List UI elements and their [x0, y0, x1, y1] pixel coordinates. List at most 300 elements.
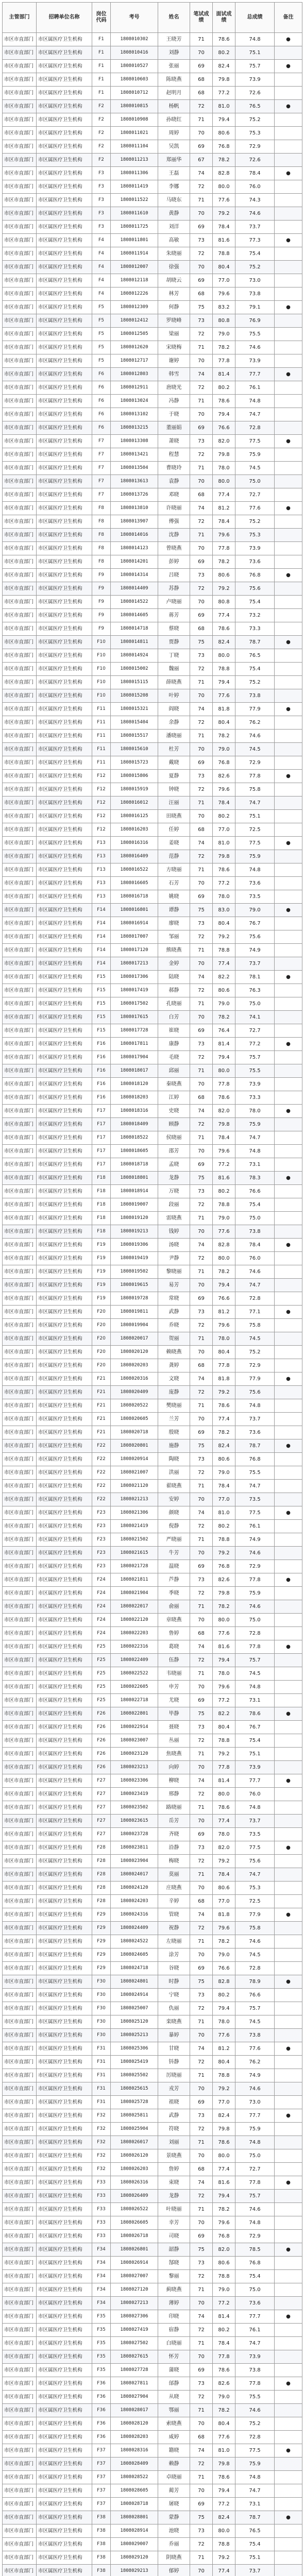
cell-interview: 82.8 [213, 1239, 235, 1252]
cell-interview: 77.4 [213, 957, 235, 971]
cell-pos: F32 [92, 2123, 111, 2136]
cell-exam-no: 1808015404 [111, 716, 158, 730]
cell-pos: F2 [92, 140, 111, 154]
cell-written: 70 [190, 743, 213, 756]
cell-written: 71 [190, 1212, 213, 1225]
cell-name: 朱晓丽 [158, 247, 190, 261]
cell-name: 廖晓 [158, 917, 190, 930]
table-row [3, 2029, 302, 2042]
cell-mark [275, 756, 302, 770]
cell-interview: 79.0 [213, 1466, 235, 1480]
table-row [3, 2283, 302, 2297]
cell-total: 76.0 [235, 1788, 275, 1801]
cell-exam-no: 1808025904 [111, 2123, 158, 2136]
cell-pos: F29 [92, 1908, 111, 1922]
cell-mark: ● [275, 971, 302, 984]
cell-name: 管晓 [158, 1908, 190, 1922]
table-row [3, 1372, 302, 1386]
cell-name: 常晓 [158, 1292, 190, 1306]
cell-pos: F36 [92, 2404, 111, 2417]
cell-pos: F13 [92, 850, 111, 863]
cell-exam-no: 1808020801 [111, 1439, 158, 1453]
cell-written: 73 [190, 1038, 213, 1051]
cell-interview: 82.6 [213, 770, 235, 783]
cell-exam-no: 1808024316 [111, 1908, 158, 1922]
cell-total: 75.4 [235, 1734, 275, 1748]
cell-name: 宁晓 [158, 1989, 190, 2002]
cell-dept: 市区市直部门 [3, 2149, 37, 2163]
cell-total: 73.7 [235, 2565, 275, 2576]
cell-unit: 市区属医疗卫生机构 [37, 1091, 92, 1105]
cell-dept: 市区市直部门 [3, 1372, 37, 1386]
cell-interview: 77.4 [213, 2565, 235, 2576]
cell-name: 厉晓丽 [158, 2069, 190, 2082]
cell-total: 74.6 [235, 1547, 275, 1560]
table-row [3, 2136, 302, 2149]
cell-interview: 82.2 [213, 971, 235, 984]
cell-total: 72.7 [235, 488, 275, 502]
score-sheet [2, 2, 302, 2576]
cell-dept: 市区市直部门 [3, 2377, 37, 2391]
cell-mark [275, 2082, 302, 2096]
cell-mark [275, 1466, 302, 1480]
cell-written: 71 [190, 1868, 213, 1882]
cell-mark [275, 1600, 302, 1614]
cell-name: 郜晓 [158, 2257, 190, 2270]
cell-interview: 81.0 [213, 100, 235, 113]
cell-dept: 市区市直部门 [3, 1091, 37, 1105]
cell-total: 76.7 [235, 1721, 275, 1734]
cell-name: 邵芳 [158, 1145, 190, 1158]
cell-name: 文晓 [158, 1372, 190, 1386]
cell-unit: 市区属医疗卫生机构 [37, 2257, 92, 2270]
cell-name: 徐强 [158, 261, 190, 274]
cell-written: 73 [190, 917, 213, 930]
table-row [3, 1399, 302, 1413]
cell-pos: F25 [92, 1694, 111, 1707]
cell-exam-no: 1808024914 [111, 1989, 158, 2002]
cell-pos: F4 [92, 287, 111, 301]
table-row [3, 1868, 302, 1882]
cell-mark [275, 1855, 302, 1868]
cell-dept: 市区市直部门 [3, 167, 37, 180]
cell-exam-no: 1808012620 [111, 341, 158, 354]
cell-mark [275, 529, 302, 542]
cell-exam-no: 1808025615 [111, 2082, 158, 2096]
cell-pos: F30 [92, 2002, 111, 2015]
cell-dept: 市区市直部门 [3, 475, 37, 488]
cell-dept: 市区市直部门 [3, 2203, 37, 2216]
cell-exam-no: 1808014314 [111, 569, 158, 582]
cell-written: 74 [190, 1239, 213, 1252]
cell-dept: 市区市直部门 [3, 2444, 37, 2458]
cell-exam-no: 1808019007 [111, 1198, 158, 1212]
cell-dept: 市区市直部门 [3, 2324, 37, 2337]
cell-pos: F26 [92, 1734, 111, 1748]
cell-name: 姜晓 [158, 837, 190, 850]
cell-mark: ● [275, 1841, 302, 1855]
cell-unit: 市区属医疗卫生机构 [37, 261, 92, 274]
table-row [3, 1975, 302, 1989]
cell-interview: 80.4 [213, 917, 235, 930]
cell-dept: 市区市直部门 [3, 221, 37, 234]
cell-mark [275, 1051, 302, 1064]
cell-exam-no: 1808028316 [111, 2444, 158, 2458]
cell-exam-no: 1808028017 [111, 2404, 158, 2417]
cell-unit: 市区属医疗卫生机构 [37, 1815, 92, 1828]
cell-name: 田晓燕 [158, 810, 190, 823]
col-written: 笔试成绩 [190, 3, 213, 33]
cell-written: 68 [190, 488, 213, 502]
cell-total: 73.8 [235, 689, 275, 703]
cell-name: 吕晓 [158, 569, 190, 582]
cell-exam-no: 1808024801 [111, 1975, 158, 1989]
cell-mark [275, 689, 302, 703]
cell-interview: 77.8 [213, 1078, 235, 1091]
cell-mark [275, 2364, 302, 2377]
cell-interview: 79.4 [213, 2190, 235, 2203]
cell-exam-no: 1808021811 [111, 1573, 158, 1587]
table-row [3, 1614, 302, 1627]
cell-name: 柳晓 [158, 1774, 190, 1788]
cell-exam-no: 1808026605 [111, 2216, 158, 2230]
cell-total: 72.8 [235, 1627, 275, 1640]
cell-written: 71 [190, 341, 213, 354]
cell-mark [275, 850, 302, 863]
table-row [3, 1480, 302, 1493]
cell-total: 72.9 [235, 1560, 275, 1573]
cell-unit: 市区属医疗卫生机构 [37, 957, 92, 971]
cell-total: 77.3 [235, 234, 275, 247]
cell-total: 73.9 [235, 2350, 275, 2364]
table-row [3, 2015, 302, 2029]
cell-dept: 市区市直部门 [3, 314, 37, 328]
cell-written: 72 [190, 515, 213, 529]
cell-pos: F19 [92, 1279, 111, 1292]
cell-written: 73 [190, 649, 213, 663]
table-row [3, 46, 302, 60]
table-row [3, 1306, 302, 1319]
cell-written: 70 [190, 2297, 213, 2310]
cell-name: 苏静 [158, 582, 190, 596]
cell-unit: 市区属医疗卫生机构 [37, 529, 92, 542]
cell-total: 76.1 [235, 1520, 275, 1533]
cell-written: 73 [190, 2109, 213, 2123]
cell-name: 鲁婷 [158, 1627, 190, 1640]
cell-total: 72.8 [235, 2431, 275, 2444]
cell-name: 卓晓丽 [158, 2471, 190, 2484]
cell-mark [275, 2524, 302, 2538]
cell-mark [275, 730, 302, 743]
cell-total: 72.5 [235, 823, 275, 837]
table-row [3, 1466, 302, 1480]
cell-interview: 79.0 [213, 2391, 235, 2404]
cell-dept: 市区市直部门 [3, 1694, 37, 1707]
cell-total: 73.6 [235, 555, 275, 569]
cell-interview: 78.6 [213, 1399, 235, 1413]
cell-name: 陶晓 [158, 1453, 190, 1466]
cell-name: 伍静 [158, 1654, 190, 1667]
cell-total: 74.8 [235, 1681, 275, 1694]
cell-interview: 78.6 [213, 2364, 235, 2377]
cell-pos: F2 [92, 127, 111, 140]
cell-exam-no: 1808026801 [111, 2243, 158, 2257]
cell-unit: 市区属医疗卫生机构 [37, 823, 92, 837]
cell-dept: 市区市直部门 [3, 1064, 37, 1078]
cell-mark [275, 796, 302, 810]
cell-name: 秦晓燕 [158, 1078, 190, 1091]
cell-interview: 76.8 [213, 2230, 235, 2243]
cell-dept: 市区市直部门 [3, 2471, 37, 2484]
cell-unit: 市区属医疗卫生机构 [37, 1386, 92, 1399]
cell-mark [275, 2484, 302, 2498]
cell-name: 韩雪 [158, 368, 190, 381]
cell-interview: 79.6 [213, 529, 235, 542]
table-row [3, 2471, 302, 2484]
cell-name: 邓晓 [158, 488, 190, 502]
cell-written: 70 [190, 475, 213, 488]
cell-dept: 市区市直部门 [3, 1319, 37, 1332]
table-row [3, 863, 302, 877]
cell-written: 70 [190, 1225, 213, 1239]
cell-dept: 市区市直部门 [3, 2404, 37, 2417]
cell-name: 江婷 [158, 1091, 190, 1105]
cell-unit: 市区属医疗卫生机构 [37, 2310, 92, 2324]
cell-written: 71 [190, 1131, 213, 1145]
cell-dept: 市区市直部门 [3, 287, 37, 301]
cell-unit: 市区属医疗卫生机构 [37, 609, 92, 622]
cell-dept: 市区市直部门 [3, 408, 37, 421]
col-exam-no: 考号 [111, 3, 158, 33]
cell-pos: F16 [92, 1064, 111, 1078]
cell-total: 75.3 [235, 127, 275, 140]
cell-written: 71 [190, 1600, 213, 1614]
cell-dept: 市区市直部门 [3, 1399, 37, 1413]
table-row [3, 1198, 302, 1212]
cell-dept: 市区市直部门 [3, 1975, 37, 1989]
table-row [3, 1158, 302, 1172]
cell-exam-no: 1808011914 [111, 247, 158, 261]
cell-unit: 市区属医疗卫生机构 [37, 1748, 92, 1761]
cell-unit: 市区属医疗卫生机构 [37, 1131, 92, 1145]
cell-written: 68 [190, 622, 213, 636]
cell-exam-no: 1808025502 [111, 2069, 158, 2082]
cell-exam-no: 1808013613 [111, 475, 158, 488]
cell-unit: 市区属医疗卫生机构 [37, 890, 92, 904]
cell-pos: F11 [92, 703, 111, 716]
cell-pos: F1 [92, 60, 111, 73]
cell-unit: 市区属医疗卫生机构 [37, 2565, 92, 2576]
cell-exam-no: 1808021502 [111, 1533, 158, 1547]
cell-interview: 82.6 [213, 2377, 235, 2391]
cell-written: 71 [190, 2404, 213, 2417]
cell-mark [275, 2149, 302, 2163]
cell-pos: F28 [92, 1855, 111, 1868]
cell-interview: 79.4 [213, 2002, 235, 2015]
cell-total: 72.7 [235, 1024, 275, 1038]
cell-mark [275, 1279, 302, 1292]
cell-name: 林芳 [158, 287, 190, 301]
cell-total: 73.7 [235, 1815, 275, 1828]
table-row [3, 462, 302, 475]
cell-written: 68 [190, 73, 213, 87]
cell-exam-no: 1808015208 [111, 689, 158, 703]
cell-total: 75.8 [235, 783, 275, 796]
cell-interview: 78.6 [213, 33, 235, 46]
cell-interview: 80.2 [213, 810, 235, 823]
table-row [3, 2056, 302, 2069]
cell-interview: 78.8 [213, 2069, 235, 2082]
cell-interview: 78.6 [213, 2136, 235, 2149]
cell-name: 聂晓 [158, 1721, 190, 1734]
cell-unit: 市区属医疗卫生机构 [37, 515, 92, 529]
cell-dept: 市区市直部门 [3, 1855, 37, 1868]
cell-unit: 市区属医疗卫生机构 [37, 1172, 92, 1185]
cell-interview: 79.2 [213, 930, 235, 944]
cell-exam-no: 1808010416 [111, 46, 158, 60]
table-row [3, 1265, 302, 1279]
cell-total: 74.7 [235, 2484, 275, 2498]
cell-unit: 市区属医疗卫生机构 [37, 2123, 92, 2136]
cell-written: 72 [190, 2190, 213, 2203]
cell-mark: ● [275, 368, 302, 381]
cell-mark [275, 2565, 302, 2576]
cell-pos: F5 [92, 301, 111, 314]
cell-interview: 78.6 [213, 395, 235, 408]
cell-total: 75.1 [235, 810, 275, 823]
cell-unit: 市区属医疗卫生机构 [37, 1158, 92, 1172]
cell-name: 余静 [158, 716, 190, 730]
cell-total: 75.7 [235, 2190, 275, 2203]
table-row [3, 502, 302, 515]
cell-name: 袁静 [158, 475, 190, 488]
cell-total: 74.7 [235, 1131, 275, 1145]
cell-pos: F33 [92, 2230, 111, 2243]
table-row [3, 1707, 302, 1721]
cell-written: 70 [190, 1279, 213, 1292]
cell-unit: 市区属医疗卫生机构 [37, 2498, 92, 2511]
cell-mark [275, 2257, 302, 2270]
cell-total: 73.0 [235, 274, 275, 287]
cell-total: 76.5 [235, 100, 275, 113]
cell-dept: 市区市直部门 [3, 1038, 37, 1051]
table-row [3, 2565, 302, 2576]
cell-dept: 市区市直部门 [3, 837, 37, 850]
cell-name: 邱丽 [158, 1064, 190, 1078]
cell-mark: ● [275, 1306, 302, 1319]
cell-exam-no: 1808019120 [111, 1212, 158, 1225]
cell-mark [275, 1399, 302, 1413]
cell-written: 72 [190, 783, 213, 796]
cell-dept: 市区市直部门 [3, 1748, 37, 1761]
cell-total: 78.1 [235, 971, 275, 984]
cell-mark [275, 2283, 302, 2297]
cell-mark [275, 1426, 302, 1439]
cell-pos: F30 [92, 2029, 111, 2042]
cell-name: 董丽娟 [158, 421, 190, 435]
cell-mark [275, 2015, 302, 2029]
cell-dept: 市区市直部门 [3, 689, 37, 703]
cell-written: 70 [190, 957, 213, 971]
cell-total: 77.8 [235, 1640, 275, 1654]
cell-exam-no: 1808019904 [111, 1319, 158, 1332]
cell-unit: 市区属医疗卫生机构 [37, 435, 92, 448]
cell-pos: F18 [92, 1225, 111, 1239]
cell-written: 73 [190, 234, 213, 247]
cell-total: 75.6 [235, 930, 275, 944]
col-dept: 主管部门 [3, 3, 37, 33]
cell-name: 邹丽 [158, 930, 190, 944]
cell-exam-no: 1808013907 [111, 515, 158, 529]
cell-pos: F33 [92, 2190, 111, 2203]
cell-exam-no: 1808010527 [111, 60, 158, 73]
cell-mark [275, 287, 302, 301]
cell-written: 71 [190, 1935, 213, 1948]
table-row [3, 823, 302, 837]
cell-pos: F22 [92, 1480, 111, 1493]
table-row [3, 2257, 302, 2270]
cell-total: 73.1 [235, 1694, 275, 1707]
cell-mark [275, 2029, 302, 2042]
cell-dept: 市区市直部门 [3, 984, 37, 997]
cell-unit: 市区属医疗卫生机构 [37, 2471, 92, 2484]
cell-mark: ● [275, 1372, 302, 1386]
cell-written: 69 [190, 140, 213, 154]
cell-total: 77.5 [235, 837, 275, 850]
cell-name: 薛晓燕 [158, 676, 190, 689]
cell-dept: 市区市直部门 [3, 2190, 37, 2203]
cell-dept: 市区市直部门 [3, 2002, 37, 2015]
col-name: 姓名 [158, 3, 190, 33]
cell-pos: F8 [92, 502, 111, 515]
cell-name: 莫丽 [158, 1868, 190, 1882]
table-body [3, 33, 302, 2576]
cell-name: 孟晓 [158, 1158, 190, 1172]
cell-dept: 市区市直部门 [3, 87, 37, 100]
cell-pos: F11 [92, 743, 111, 756]
cell-exam-no: 1808023811 [111, 1841, 158, 1855]
cell-total: 77.2 [235, 1038, 275, 1051]
cell-written: 72 [190, 1198, 213, 1212]
cell-unit: 市区属医疗卫生机构 [37, 622, 92, 636]
cell-written: 70 [190, 596, 213, 609]
cell-total: 75.7 [235, 1051, 275, 1064]
cell-exam-no: 1808029120 [111, 2551, 158, 2565]
cell-written: 73 [190, 314, 213, 328]
cell-unit: 市区属医疗卫生机构 [37, 1024, 92, 1038]
table-row [3, 1908, 302, 1922]
cell-dept: 市区市直部门 [3, 743, 37, 756]
cell-total: 77.6 [235, 2042, 275, 2056]
cell-written: 72 [190, 2324, 213, 2337]
cell-name: 魏丽 [158, 663, 190, 676]
cell-interview: 77.6 [213, 1627, 235, 1640]
cell-dept: 市区市直部门 [3, 1413, 37, 1426]
cell-unit: 市区属医疗卫生机构 [37, 1520, 92, 1533]
cell-name: 焦晓燕 [158, 1748, 190, 1761]
cell-exam-no: 1808017811 [111, 1038, 158, 1051]
table-row [3, 73, 302, 87]
cell-written: 70 [190, 1948, 213, 1962]
cell-exam-no: 1808011021 [111, 127, 158, 140]
table-row [3, 1252, 302, 1265]
cell-dept: 市区市直部门 [3, 1453, 37, 1466]
cell-written: 70 [190, 1882, 213, 1895]
cell-total: 77.5 [235, 2444, 275, 2458]
cell-name: 于晓 [158, 408, 190, 421]
table-row [3, 60, 302, 73]
cell-mark [275, 1480, 302, 1493]
